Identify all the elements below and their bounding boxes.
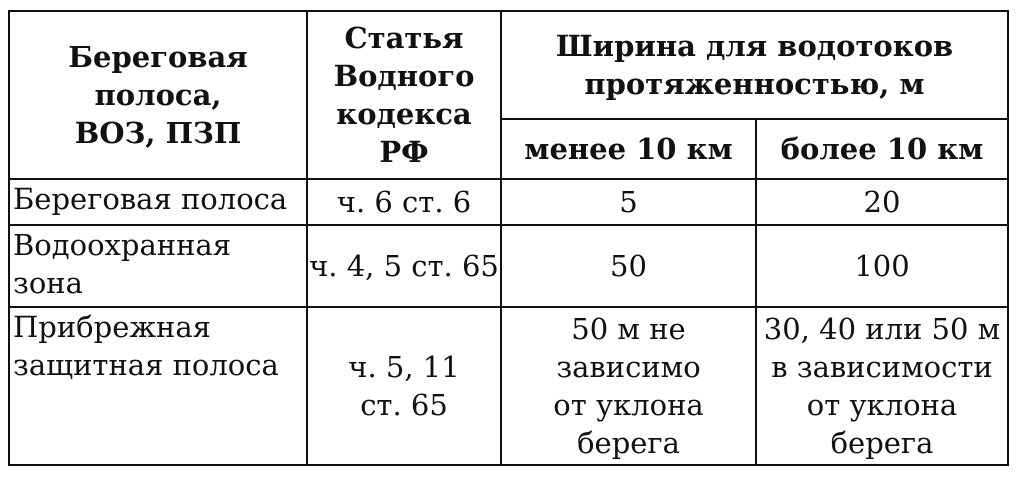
header-less-10km: менее 10 км xyxy=(501,119,756,179)
row-article: ч. 6 ст. 6 xyxy=(307,179,501,225)
row-width-less: 5 xyxy=(501,179,756,225)
row-width-more: 100 xyxy=(756,225,1008,307)
row-width-less: 50 м не зависимо от уклона берега xyxy=(501,307,756,465)
row-width-more: 30, 40 или 50 м в зависимости от уклона берега xyxy=(756,307,1008,465)
header-more-10km: более 10 км xyxy=(756,119,1008,179)
row-article: ч. 4, 5 ст. 65 xyxy=(307,225,501,307)
header-zone: Береговая полоса, ВОЗ, ПЗП xyxy=(9,11,307,179)
row-zone: Береговая полоса xyxy=(9,179,307,225)
table-row xyxy=(9,307,1008,465)
row-width-more: 20 xyxy=(756,179,1008,225)
header-row-1 xyxy=(9,11,1008,119)
row-width-less: 50 xyxy=(501,225,756,307)
table-row xyxy=(9,225,1008,307)
water-zones-table xyxy=(8,10,1009,466)
table-row xyxy=(9,179,1008,225)
header-article: Статья Водного кодекса РФ xyxy=(307,11,501,179)
header-width-group: Ширина для водотоков протяженностью, м xyxy=(501,11,1008,119)
row-article: ч. 5, 11 ст. 65 xyxy=(307,307,501,465)
row-zone: Водоохранная зона xyxy=(9,225,307,307)
row-zone: Прибрежная защитная полоса xyxy=(9,307,307,465)
